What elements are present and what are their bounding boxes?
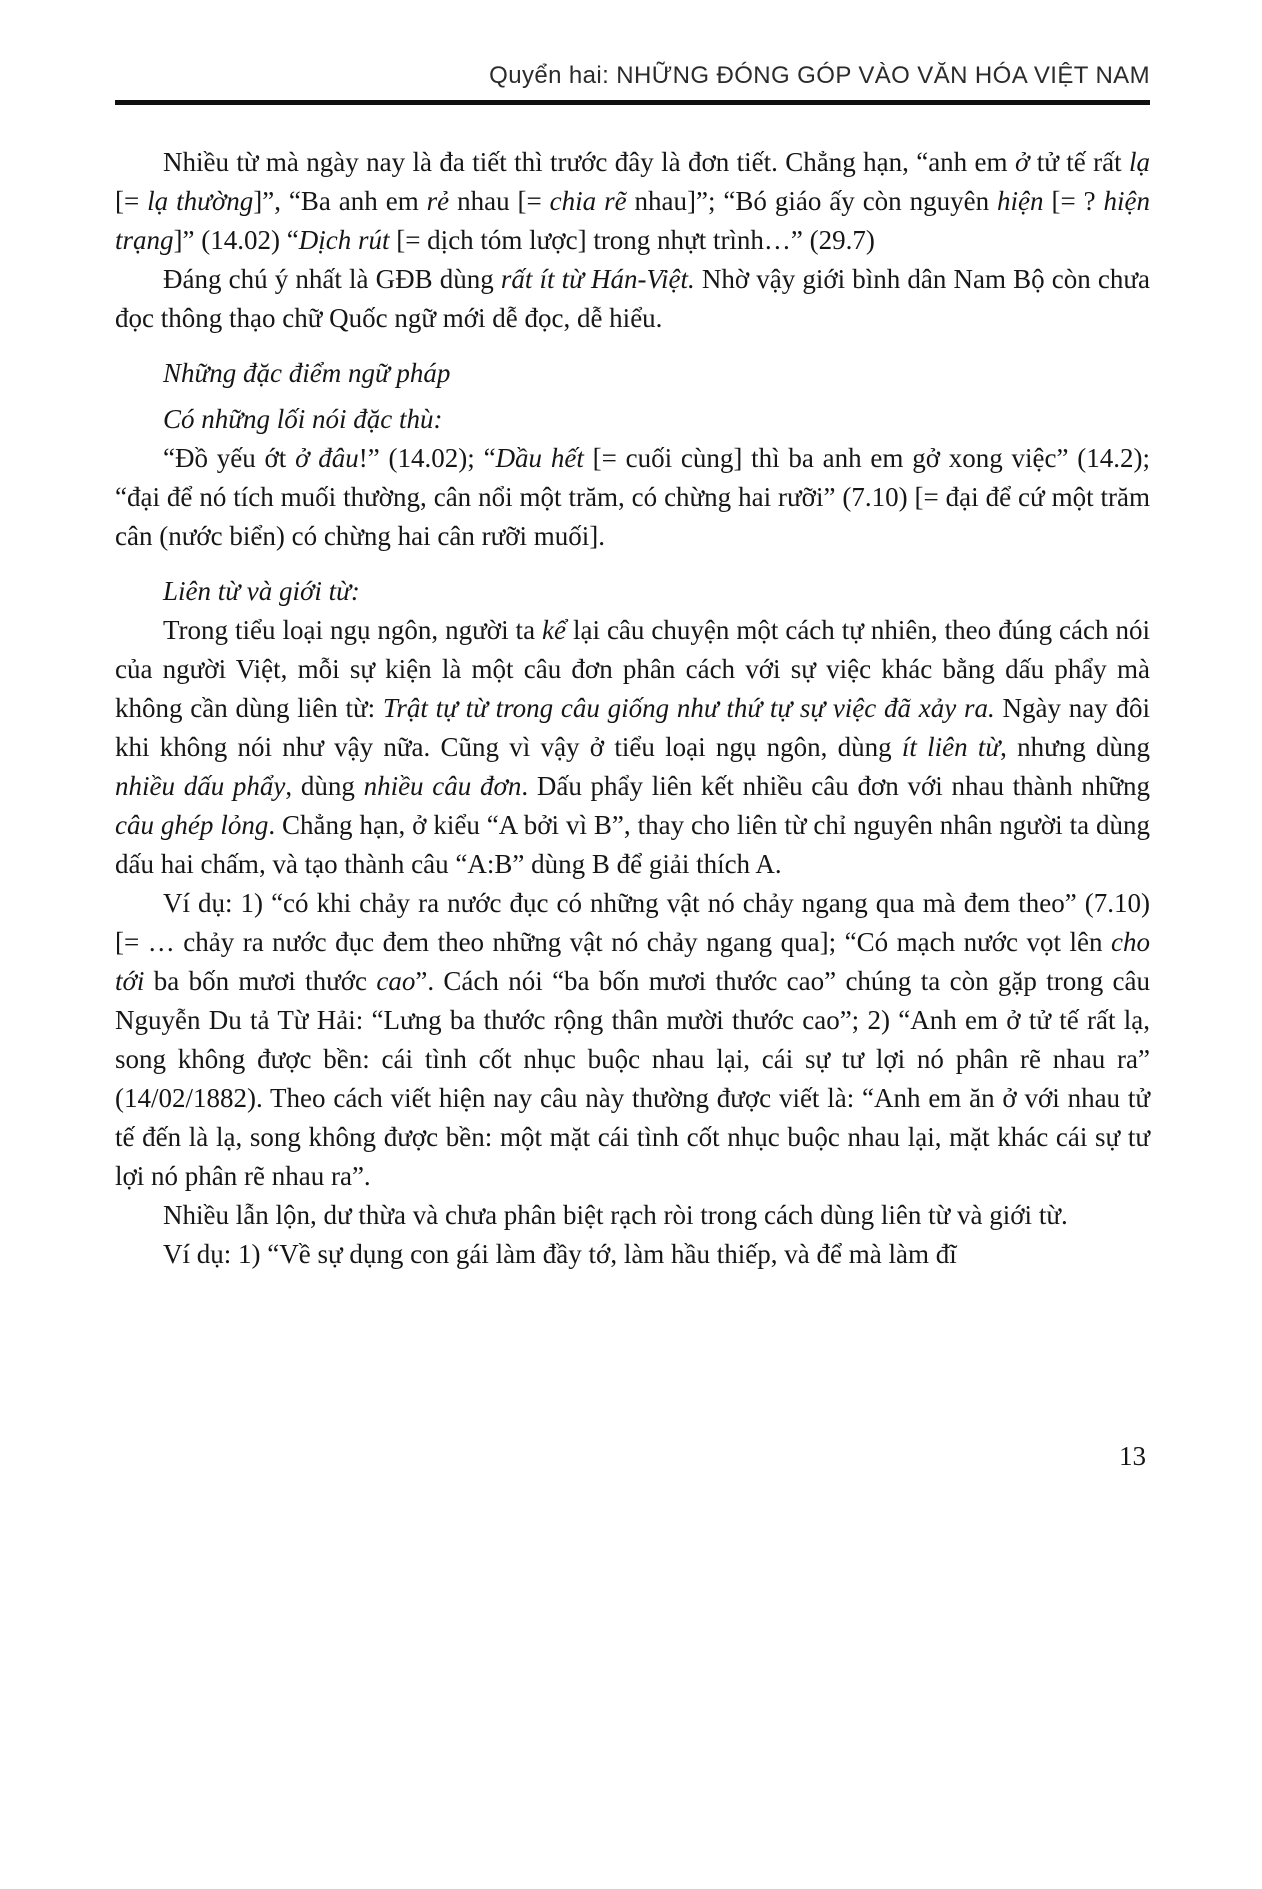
text-run-italic: Trật tự từ trong câu giống như thứ tự sự việc đã xảy ra. — [382, 693, 995, 723]
text-run: . Chẳng hạn, ở kiểu “A bởi vì B”, thay cho liên từ chỉ nguyên nhân người ta dùng dấu hai chấm, và tạo thành câu “A:B” dùng B để giải thích A. — [115, 810, 1150, 879]
text-run: Ví dụ: 1) “Về sự dụng con gái làm đầy tớ, làm hầu thiếp, và để mà làm đĩ — [163, 1239, 957, 1269]
text-run: [= ? — [1043, 186, 1104, 216]
text-run-italic: hiện trạng — [115, 186, 1151, 255]
text-run-italic: Dịch rút — [298, 225, 390, 255]
text-run: ]” (14.02) “ — [173, 225, 299, 255]
paragraph — [115, 439, 1150, 556]
text-run: [= dịch tóm lược] trong nhựt trình…” (29.7) — [389, 225, 875, 255]
paragraph — [115, 1235, 1150, 1274]
header-rule — [115, 100, 1150, 105]
text-run: Đáng chú ý nhất là GĐB dùng — [163, 264, 501, 294]
paragraph — [115, 143, 1150, 260]
text-run: nhau]”; “Bó giáo ấy còn nguyên — [626, 186, 998, 216]
text-run-italic: ở — [1014, 147, 1030, 177]
text-run: Ngày nay đôi khi không nói như vậy nữa. Cũng vì vậy ở tiểu loại ngụ ngôn, dùng — [115, 693, 1151, 762]
paragraph — [115, 1196, 1150, 1235]
paragraph — [115, 884, 1150, 1196]
text-run-italic: cao — [376, 966, 416, 996]
text-run-italic: câu ghép lỏng — [115, 810, 269, 840]
text-run: Nhiều lẫn lộn, dư thừa và chưa phân biệt rạch ròi trong cách dùng liên từ và giới từ. — [163, 1200, 1068, 1230]
text-run: [= cuối cùng] thì ba anh em gở xong việc” (14.2); “đại để nó tích muối thường, cân nổi một trăm, có chừng hai rưỡi” (7.10) [= đại để cứ một trăm cân (nước biển) có chừng hai cân rưỡi muối]. — [115, 443, 1151, 551]
text-run-italic: kể — [542, 615, 566, 645]
paragraph — [115, 572, 1150, 611]
text-run: tử tế rất — [1029, 147, 1129, 177]
text-run: , dùng — [285, 771, 364, 801]
text-run-italic: nhiều dấu phẩy — [115, 771, 286, 801]
text-run-italic: lạ — [1128, 147, 1150, 177]
text-run: . Dấu phẩy liên kết nhiều câu đơn với nhau thành những — [521, 771, 1150, 801]
text-run: !” (14.02); “ — [358, 443, 496, 473]
text-run-italic: chia rẽ — [549, 186, 627, 216]
content — [115, 143, 1150, 1274]
text-run: ]”, “Ba anh em — [253, 186, 427, 216]
text-run: , nhưng dùng — [1000, 732, 1150, 762]
paragraph — [115, 611, 1150, 884]
text-run-italic: Dầu hết — [495, 443, 584, 473]
running-header: Quyển hai: NHỮNG ĐÓNG GÓP VÀO VĂN HÓA VIỆT NAM — [489, 62, 1150, 89]
text-run: Trong tiểu loại ngụ ngôn, người ta — [163, 615, 543, 645]
text-run: Nhiều từ mà ngày nay là đa tiết thì trước đây là đơn tiết. Chẳng hạn, “anh em — [163, 147, 1015, 177]
paragraph — [115, 354, 1150, 393]
text-run: Nhờ vậy giới bình dân Nam Bộ còn chưa đọc thông thạo chữ Quốc ngữ mới dễ đọc, dễ hiểu. — [115, 264, 1150, 333]
text-run: ”. Cách nói “ba bốn mươi thước cao” chúng ta còn gặp trong câu Nguyễn Du tả Từ Hải: “Lưng ba thước rộng thân mười thước cao”; 2) “Anh em ở tử tế rất lạ, song không được bền: cái tình cốt nhục buộc nhau lại, cái sự tư lợi nó phân rẽ nhau ra” (14/02/1882). Theo cách viết hiện nay câu này thường được viết là: “Anh em ăn ở với nhau tử tế đến là lạ, song không được bền: một mặt cái tình cốt nhục buộc nhau lại, mặt khác cái sự tư lợi nó phân rẽ nhau ra”. — [115, 966, 1150, 1191]
text-run: Ví dụ: 1) “có khi chảy ra nước đục có những vật nó chảy ngang qua mà đem theo” (7.10) [= … chảy ra nước đục đem theo những vật nó chảy ngang qua]; “Có mạch nước vọt lên — [115, 888, 1150, 957]
text-run: lại câu chuyện một cách tự nhiên, theo đúng cách nói của người Việt, mỗi sự kiện là một câu đơn phân cách với sự việc khác bằng dấu phẩy mà không cần dùng liên từ: — [115, 615, 1150, 723]
text-run-italic: cho tới — [115, 927, 1150, 996]
text-run-italic: ở đâu — [295, 443, 359, 473]
text-run-italic: rất ít từ Hán-Việt. — [500, 264, 695, 294]
text-run-italic: ít liên từ — [901, 732, 1001, 762]
text-run-italic: Có những lối nói đặc thù: — [163, 404, 443, 434]
paragraph — [115, 400, 1150, 439]
text-run: nhau [= — [449, 186, 550, 216]
text-run: [= — [115, 186, 148, 216]
text-run-italic: Liên từ và giới từ: — [163, 576, 360, 606]
paragraph — [115, 260, 1150, 338]
text-run-italic: hiện — [997, 186, 1044, 216]
text-run-italic: lạ thường — [147, 186, 254, 216]
text-run-italic: nhiều câu đơn — [363, 771, 522, 801]
text-run: ba bốn mươi thước — [144, 966, 377, 996]
text-run-italic: Những đặc điểm ngữ pháp — [163, 358, 451, 388]
text-run-italic: rẻ — [426, 186, 450, 216]
text-run: “Đồ yếu ớt — [163, 443, 296, 473]
page-number: 13 — [1119, 1441, 1146, 1471]
